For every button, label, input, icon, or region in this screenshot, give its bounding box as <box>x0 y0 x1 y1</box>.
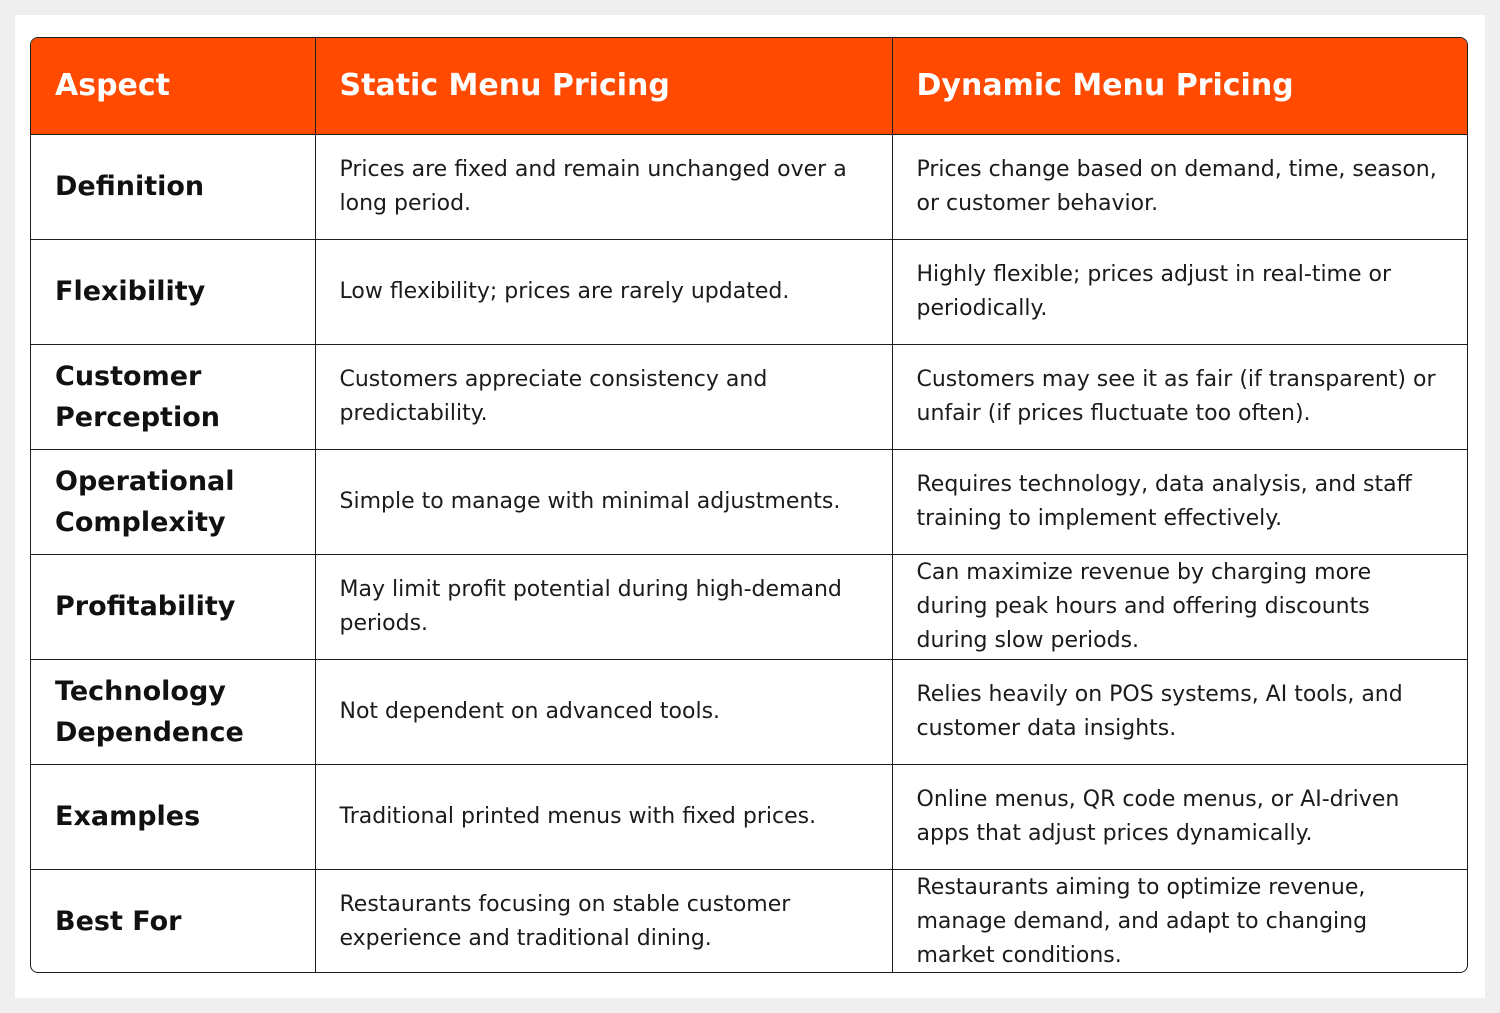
row-static-cell: May limit profit potential during high-demand periods. <box>315 554 892 659</box>
table-row <box>31 239 1468 344</box>
table-row <box>31 134 1468 239</box>
row-dynamic-cell: Relies heavily on POS systems, AI tools, and customer data insights. <box>892 659 1468 764</box>
row-static-cell: Simple to manage with minimal adjustments. <box>315 449 892 554</box>
row-static-cell: Restaurants focusing on stable customer experience and traditional dining. <box>315 869 892 973</box>
table-row <box>31 449 1468 554</box>
table-row <box>31 764 1468 869</box>
header-static-menu-pricing: Static Menu Pricing <box>315 38 892 134</box>
row-static-cell: Not dependent on advanced tools. <box>315 659 892 764</box>
row-dynamic-cell: Customers may see it as fair (if transparent) or unfair (if prices fluctuate too often). <box>892 344 1468 449</box>
table-header-row <box>31 38 1468 134</box>
row-aspect: Operational Complexity <box>31 449 315 554</box>
row-dynamic-cell: Online menus, QR code menus, or AI-driven apps that adjust prices dynamically. <box>892 764 1468 869</box>
row-static-cell: Customers appreciate consistency and predictability. <box>315 344 892 449</box>
row-dynamic-cell: Can maximize revenue by charging more during peak hours and offering discounts during slow periods. <box>892 554 1468 659</box>
table-row <box>31 659 1468 764</box>
row-dynamic-cell: Prices change based on demand, time, season, or customer behavior. <box>892 134 1468 239</box>
header-aspect: Aspect <box>31 38 315 134</box>
table-row <box>31 554 1468 659</box>
row-aspect: Best For <box>31 869 315 973</box>
row-aspect: Definition <box>31 134 315 239</box>
row-dynamic-cell: Restaurants aiming to optimize revenue, manage demand, and adapt to changing market conditions. <box>916 874 1368 968</box>
row-dynamic-cell: Requires technology, data analysis, and staff training to implement effectively. <box>892 449 1468 554</box>
row-static-cell: Prices are fixed and remain unchanged over a long period. <box>315 134 892 239</box>
row-dynamic-cell: Highly flexible; prices adjust in real-time or periodically. <box>892 239 1468 344</box>
row-static-cell: Low flexibility; prices are rarely updated. <box>315 239 892 344</box>
row-aspect: Profitability <box>31 554 315 659</box>
row-aspect: Examples <box>31 764 315 869</box>
row-aspect: Technology Dependence <box>31 659 315 764</box>
row-static-cell: Traditional printed menus with fixed prices. <box>315 764 892 869</box>
table-row <box>31 344 1468 449</box>
comparison-table <box>30 37 1468 973</box>
table-row <box>31 869 1468 973</box>
header-dynamic-menu-pricing: Dynamic Menu Pricing <box>892 38 1468 134</box>
row-aspect: Customer Perception <box>31 344 315 449</box>
row-aspect: Flexibility <box>31 239 315 344</box>
